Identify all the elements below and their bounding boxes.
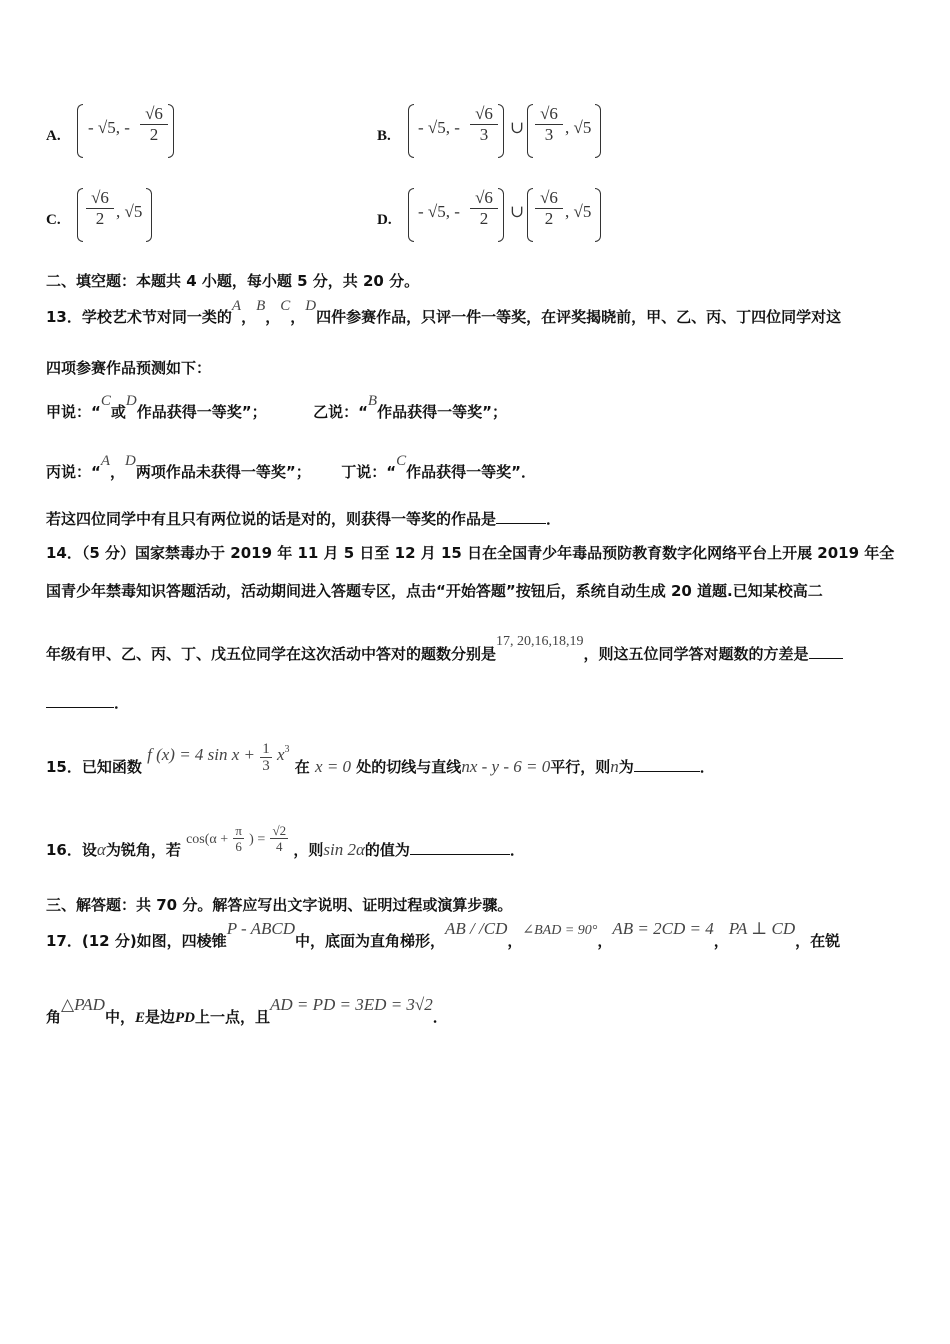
q14-end: ． [114,694,130,712]
q15-fraction [260,741,272,774]
option-b-expr-right: , √5 [565,118,592,137]
q15-function: f (x) = 4 sin x + [147,745,256,764]
option-a-frac-num: √6 [140,104,168,125]
option-c-label: C. [46,212,61,228]
q13-var-d: D [305,298,317,314]
q17-pyramid: P - ABCD [226,919,296,938]
option-b-union: ∪ [510,118,525,137]
option-d-mid-left-paren [527,188,533,242]
q16-acute: 为锐角，若 [105,841,181,859]
q16-cos: cos(α + [186,832,229,847]
q13-bing-var-d: D [125,453,136,469]
q13-bing-ding [46,453,910,484]
q17-point: 上一点，且 [195,1008,271,1026]
option-b-fraction-1 [470,104,498,145]
q17-end: ． [432,1008,448,1026]
option-d-expr-left: - √5, - [418,202,460,221]
option-a-expr-left: - √5, - [88,118,130,137]
q15-x0: x = 0 [315,757,352,776]
option-d-frac2-den: 2 [544,209,554,228]
q16-then: ，则 [293,841,324,859]
q14-data: 17, 20,16,18,19 [496,634,584,649]
q15-tangent: 处的切线与直线 [356,758,462,776]
option-d-frac2-num: √6 [535,188,563,209]
q16-value: 的值为 [364,841,410,859]
q14-line1: 14．（5 分）国家禁毒办于 2019 年 11 月 5 日至 12 月 15 日在全国青少年毒品预防教育数字化网络平台上开展 2019 年全 [46,544,895,562]
q13-yi-a: 乙说：“ [313,403,368,421]
q13-var-b: B [256,298,266,314]
q15-x3: x [277,745,285,764]
option-d-fraction-2 [535,188,563,229]
q16-pi-num: π [235,823,242,838]
q13-question-end: ． [546,510,562,528]
q13-jia-or: 或 [110,403,126,421]
option-d-label: D. [377,212,392,228]
q15-answer-blank [634,757,700,772]
q17-line1 [46,919,910,954]
q14-line3-text: 年级有甲、乙、丙、丁、戊五位同学在这次活动中答对的题数分别是 [46,645,497,663]
option-d-fraction-1 [470,188,498,229]
q15-end: ． [699,758,715,776]
q15-n: n [610,757,619,776]
option-d-union: ∪ [510,202,525,221]
q15-at: 在 [294,758,310,776]
q17-triangle: △PAD [61,995,105,1014]
option-a-fraction [140,104,168,145]
q16-answer-blank [410,840,510,855]
option-a-right-paren [168,104,174,158]
option-b-right-paren [595,104,601,158]
q16-intro: 16．设 [46,841,97,859]
option-b-expr-left: - √5, - [418,118,460,137]
q13-line2: 四项参赛作品预测如下： [46,359,212,377]
q17-comma-3: ， [713,932,729,950]
q17-line2 [46,995,910,1029]
q13-intro: 13．学校艺术节对同一类的 [46,308,232,326]
q17-in: 中， [104,1008,135,1026]
option-d-mid-right-paren [498,188,504,242]
option-b-frac1-den: 3 [479,125,489,144]
option-c-frac-den: 2 [95,209,105,228]
option-b-mid-left-paren [527,104,533,158]
q16-pi-fraction [233,823,244,854]
q13-jia-end: 作品获得一等奖”； [136,403,267,421]
option-c-expr-right: , √5 [116,202,143,221]
q14-line3-rest: ，则这五位同学答对题数的方差是 [583,645,809,663]
q13-var-a: A [231,298,242,314]
q13-var-c: C [280,298,291,314]
option-c-left-paren [77,188,83,242]
q13-bing-comma: ， [110,463,126,481]
q16-root-den: 4 [276,839,283,854]
q17-perp: PA ⊥ CD [728,919,796,938]
q13-ding-a: 丁说：“ [341,463,397,481]
q15-exponent: 3 [284,744,290,755]
option-b-mid-right-paren [498,104,504,158]
option-a-left-paren [77,104,83,158]
q13-ding-end: 作品获得一等奖”． [406,463,536,481]
option-b-frac1-num: √6 [470,104,498,125]
q17-eq2: AD = PD = 3ED = 3√2 [270,995,433,1014]
q16-line [46,823,910,866]
q16-root-fraction [270,823,288,854]
option-c-frac-num: √6 [86,188,114,209]
q13-jia-c: C [100,393,111,409]
q13-yi-b: B [367,393,378,409]
q17-angle: ∠BAD = 90° [522,923,598,938]
option-b-left-paren [408,104,414,158]
q17-eq1: AB = 2CD = 4 [612,919,714,938]
option-a-frac-den: 2 [149,125,159,144]
option-b-label: B. [377,128,391,144]
q13-bing-a: 丙说：“ [46,463,101,481]
q15-intro: 15．已知函数 [46,758,142,776]
option-d-left-paren [408,188,414,242]
option-a-label: A. [46,128,61,144]
q16-pi-den: 6 [235,839,242,854]
option-b-fraction-2 [535,104,563,145]
q17-intro: 17．(12 分)如图，四棱锥 [46,932,227,950]
q13-ding-c: C [396,453,407,469]
q13-jia-d: D [125,393,137,409]
option-d-right-paren [595,188,601,242]
option-c-right-paren [146,188,152,242]
option-c-fraction [86,188,114,229]
q17-acute: ，在锐 [795,932,841,950]
q14-answer-blank-1 [809,644,843,659]
option-d-frac1-den: 2 [479,209,489,228]
q15-frac-den: 3 [262,758,270,774]
q13-bing-var-a: A [100,453,111,469]
q13-jia-yi [46,393,910,424]
q13-answer-blank [496,509,546,524]
q14-line4 [46,692,910,714]
q17-comma-2: ， [597,932,613,950]
q15-line-eq: nx - y - 6 = 0 [461,757,551,776]
option-b-frac2-num: √6 [535,104,563,125]
q16-root-num: √2 [272,823,287,838]
q13-jia-a: 甲说：“ [46,403,101,421]
q13-intro-rest: 四件参赛作品，只评一件一等奖，在评奖揭晓前，甲、乙、丙、丁四位同学对这 [316,308,842,326]
q15-frac-num: 1 [262,741,270,757]
q14-answer-blank-2 [46,693,114,708]
q13-question [46,508,910,530]
q17-base: 中，底面为直角梯形， [295,932,446,950]
q17-pd: PD [175,1010,195,1026]
q13-yi-end: 作品获得一等奖”； [377,403,507,421]
option-b-frac2-den: 3 [544,125,554,144]
q13-line1: 13．学校艺术节对同一类的A，B，C，D四件参赛作品，只评一件一等奖，在评奖揭晓前，甲、乙、丙、丁四位同学对这 [46,298,842,326]
q17-is-on: 是边 [144,1008,175,1026]
q17-comma-1: ， [507,932,523,950]
q17-point-e: E [134,1010,145,1026]
q16-alpha: α [96,840,106,859]
q13-bing-end: 两项作品未获得一等奖”； [135,463,311,481]
q15-line [46,741,910,784]
q13-question-text: 若这四位同学中有且只有两位说的话是对的，则获得一等奖的作品是 [46,510,497,528]
option-d-expr-right: , √5 [565,202,592,221]
section-3-title: 三、解答题：共 70 分。解答应写出文字说明、证明过程或演算步骤。 [46,896,513,914]
q16-close: ) = [249,832,266,847]
q17-angle-word: 角 [46,1008,62,1026]
q15-parallel: 平行，则 [550,758,611,776]
section-2-title: 二、填空题：本题共 4 小题，每小题 5 分，共 20 分。 [46,272,420,290]
q14-line3 [46,634,910,667]
q16-sin: sin 2α [323,840,365,859]
q15-is: 为 [618,758,634,776]
q14-line2: 国青少年禁毒知识答题活动，活动期间进入答题专区，点击“开始答题”按钮后，系统自动生成 20 道题.已知某校高二 [46,582,823,600]
option-d-frac1-num: √6 [470,188,498,209]
q17-parallel: AB / /CD [445,919,508,938]
q16-end: ． [509,841,525,859]
